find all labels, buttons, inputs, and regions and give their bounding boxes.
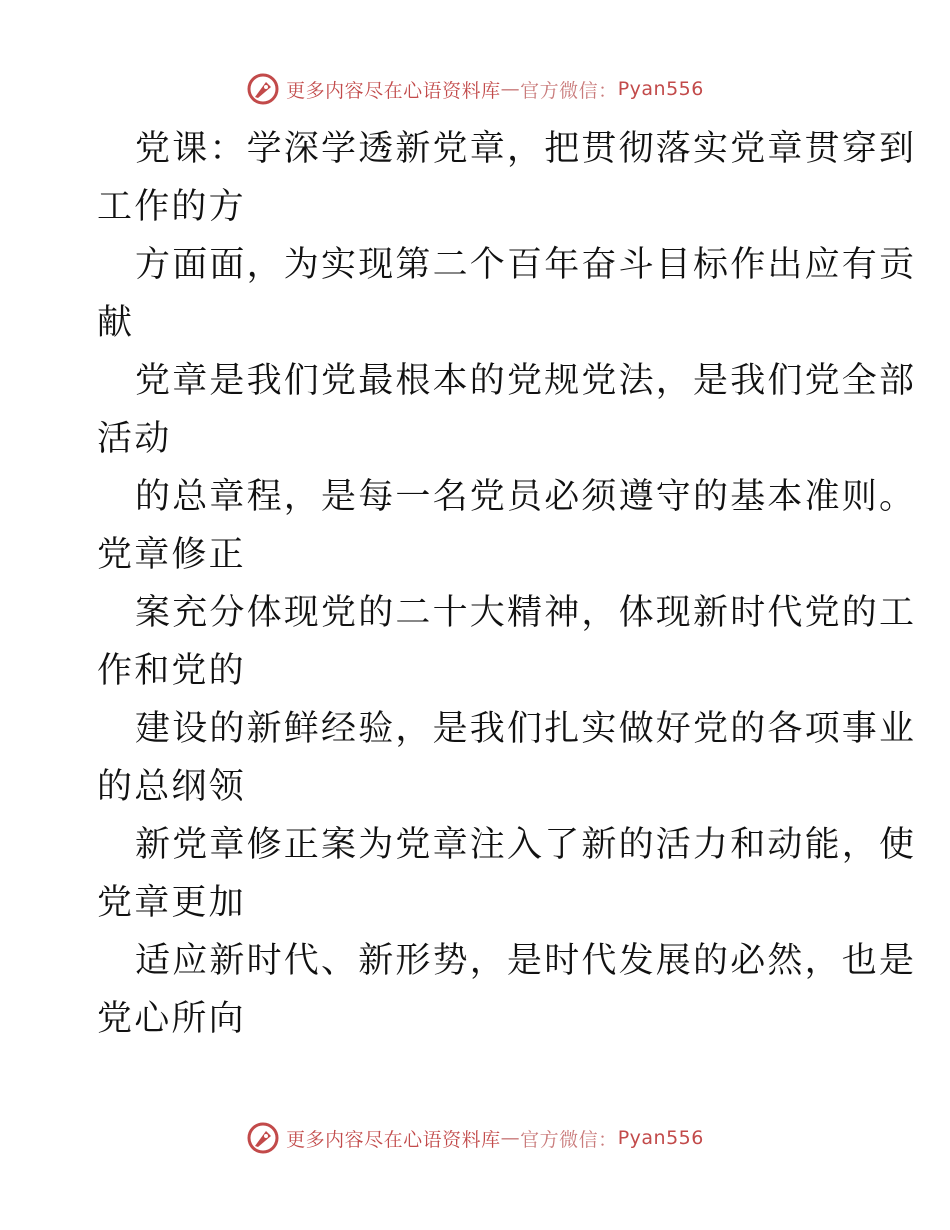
text-line: 党章更加 [97,883,246,923]
text-line: 党章修正 [97,535,246,575]
pen-nib-logo-icon [246,72,280,106]
text-line: 献 [97,303,135,343]
banner-wechat-label: 官方微信： [520,79,618,102]
text-line: 党心所向 [97,999,246,1039]
banner-lead-text: 更多内容尽在心语资料库 [286,79,501,102]
text-line: 作和党的 [97,651,246,691]
text-line: 的总纲领 [97,767,246,807]
document-body [97,120,917,1048]
text-line: 党章是我们党最根本的党规党法，是我们党全部 [135,361,917,401]
footer-banner [0,1121,950,1155]
text-line: 党课：学深学透新党章，把贯彻落实党章贯穿到 [135,129,917,169]
text-line: 新党章修正案为党章注入了新的活力和动能，使 [135,825,917,865]
pen-nib-logo-icon [246,1121,280,1155]
text-line: 案充分体现党的二十大精神，体现新时代党的工 [135,593,917,633]
banner-lead-text: 更多内容尽在心语资料库 [286,1128,501,1151]
text-line: 方面面，为实现第二个百年奋斗目标作出应有贡 [135,245,917,285]
banner-wechat-id: Pyan556 [617,78,704,100]
banner-dash: — [500,78,521,100]
banner-wechat-label: 官方微信： [520,1128,618,1151]
header-banner [0,72,950,106]
banner-dash: — [500,1127,521,1149]
banner-wechat-id: Pyan556 [617,1127,704,1149]
text-line: 的总章程，是每一名党员必须遵守的基本准则。 [135,477,917,517]
text-line: 适应新时代、新形势，是时代发展的必然，也是 [135,941,917,981]
text-line: 建设的新鲜经验，是我们扎实做好党的各项事业 [135,709,917,749]
text-line: 活动 [97,419,172,459]
text-line: 工作的方 [97,187,246,227]
